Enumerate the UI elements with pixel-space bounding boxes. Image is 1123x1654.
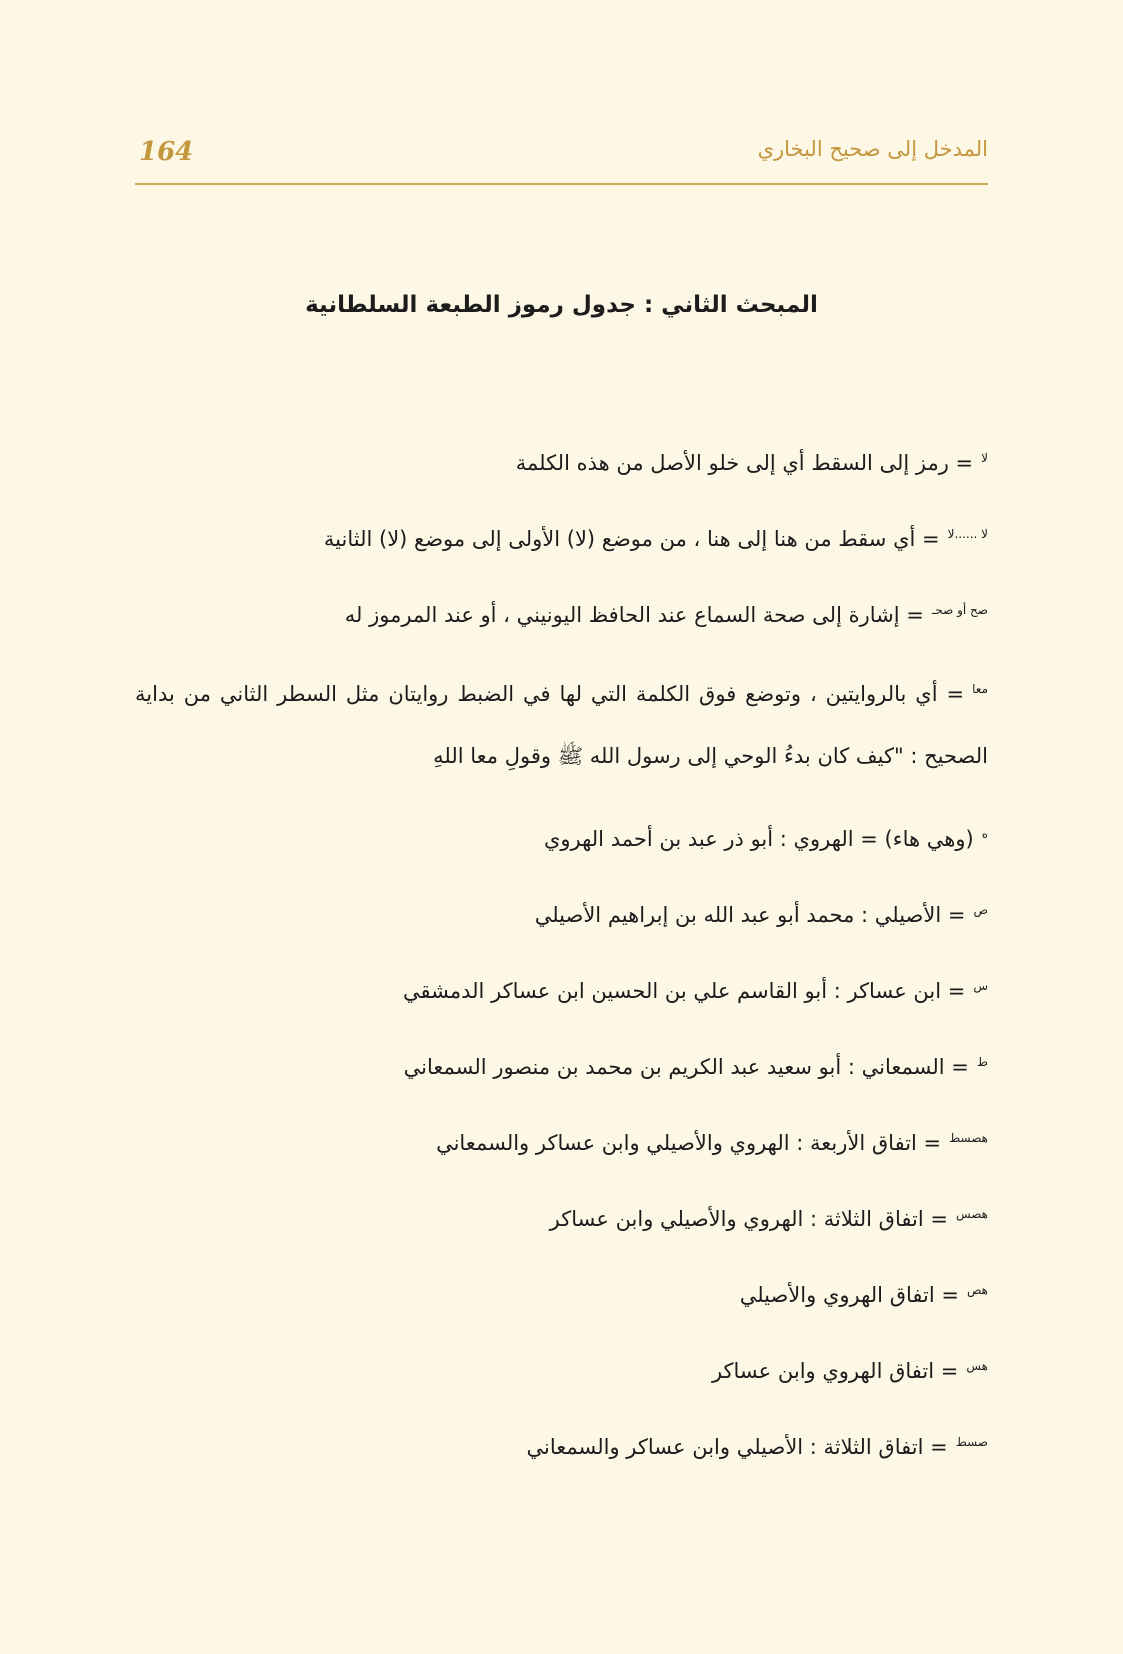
symbol-entry [135, 1354, 988, 1388]
entry-text: = رمز إلى السقط أي إلى خلو الأصل من هذه الكلمة [515, 451, 974, 475]
section-title: المبحث الثاني : جدول رموز الطبعة السلطانية [305, 292, 818, 318]
entry-symbol: هصس [955, 1207, 988, 1221]
symbols-list [135, 0, 988, 1654]
entry-text: = إشارة إلى صحة السماع عند الحافظ اليونيني ، أو عند المرموز له [344, 603, 924, 627]
entry-symbol: معا [972, 682, 988, 696]
entry-text: (وهي هاء) = الهروي : أبو ذر عبد بن أحمد الهروي [543, 827, 974, 851]
entry-text: = أي سقط من هنا إلى هنا ، من موضع (لا) الأولى إلى موضع (لا) الثانية [323, 527, 940, 551]
entry-symbol: صسط [955, 1435, 988, 1449]
entry-symbol: هس [966, 1359, 988, 1373]
symbol-entry [135, 822, 988, 856]
symbol-entry [135, 1202, 988, 1236]
entry-symbol: هصسط [949, 1131, 988, 1145]
symbol-entry [135, 522, 988, 556]
entry-text: = اتفاق الأربعة : الهروي والأصيلي وابن عساكر والسمعاني [436, 1131, 942, 1155]
running-title: المدخل إلى صحيح البخاري [757, 137, 988, 161]
entry-text: = اتفاق الهروي والأصيلي [739, 1283, 959, 1307]
entry-text: = اتفاق الثلاثة : الأصيلي وابن عساكر والسمعاني [526, 1435, 948, 1459]
symbol-entry [135, 598, 988, 632]
entry-text: = اتفاق الهروي وابن عساكر [711, 1359, 959, 1383]
page-number: 164 [139, 137, 194, 167]
entry-text: = السمعاني : أبو سعيد عبد الكريم بن محمد بن منصور السمعاني [403, 1055, 969, 1079]
entry-symbol: ط [976, 1055, 988, 1069]
entry-symbol: ص [973, 903, 988, 917]
symbol-entry [135, 974, 988, 1008]
symbol-entry [135, 663, 988, 787]
symbol-entry [135, 1430, 988, 1464]
symbol-entry [135, 1278, 988, 1312]
symbol-entry [135, 1126, 988, 1160]
entry-text: = اتفاق الثلاثة : الهروي والأصيلي وابن عساكر [549, 1207, 948, 1231]
entry-symbol: هص [966, 1283, 988, 1297]
symbol-entry [135, 446, 988, 480]
entry-symbol: لا ......لا [947, 527, 988, 541]
entry-symbol: صح أو صحـ [931, 603, 988, 617]
entry-text: = الأصيلي : محمد أبو عبد الله بن إبراهيم الأصيلي [534, 903, 966, 927]
entry-symbol: س [973, 979, 988, 993]
entry-text: = أي بالروايتين ، وتوضع فوق الكلمة التي لها في الضبط روايتان مثل السطر الثاني من بداية الصحيح : "كيف كان بدءُ الوحي إلى رسول الله ﷺ وقولِ معا اللهِ [135, 682, 988, 768]
entry-symbol: لا [981, 451, 988, 465]
symbol-entry [135, 898, 988, 932]
symbol-entry [135, 1050, 988, 1084]
entry-symbol: ه [981, 827, 988, 841]
entry-text: = ابن عساكر : أبو القاسم علي بن الحسين ابن عساكر الدمشقي [403, 979, 966, 1003]
